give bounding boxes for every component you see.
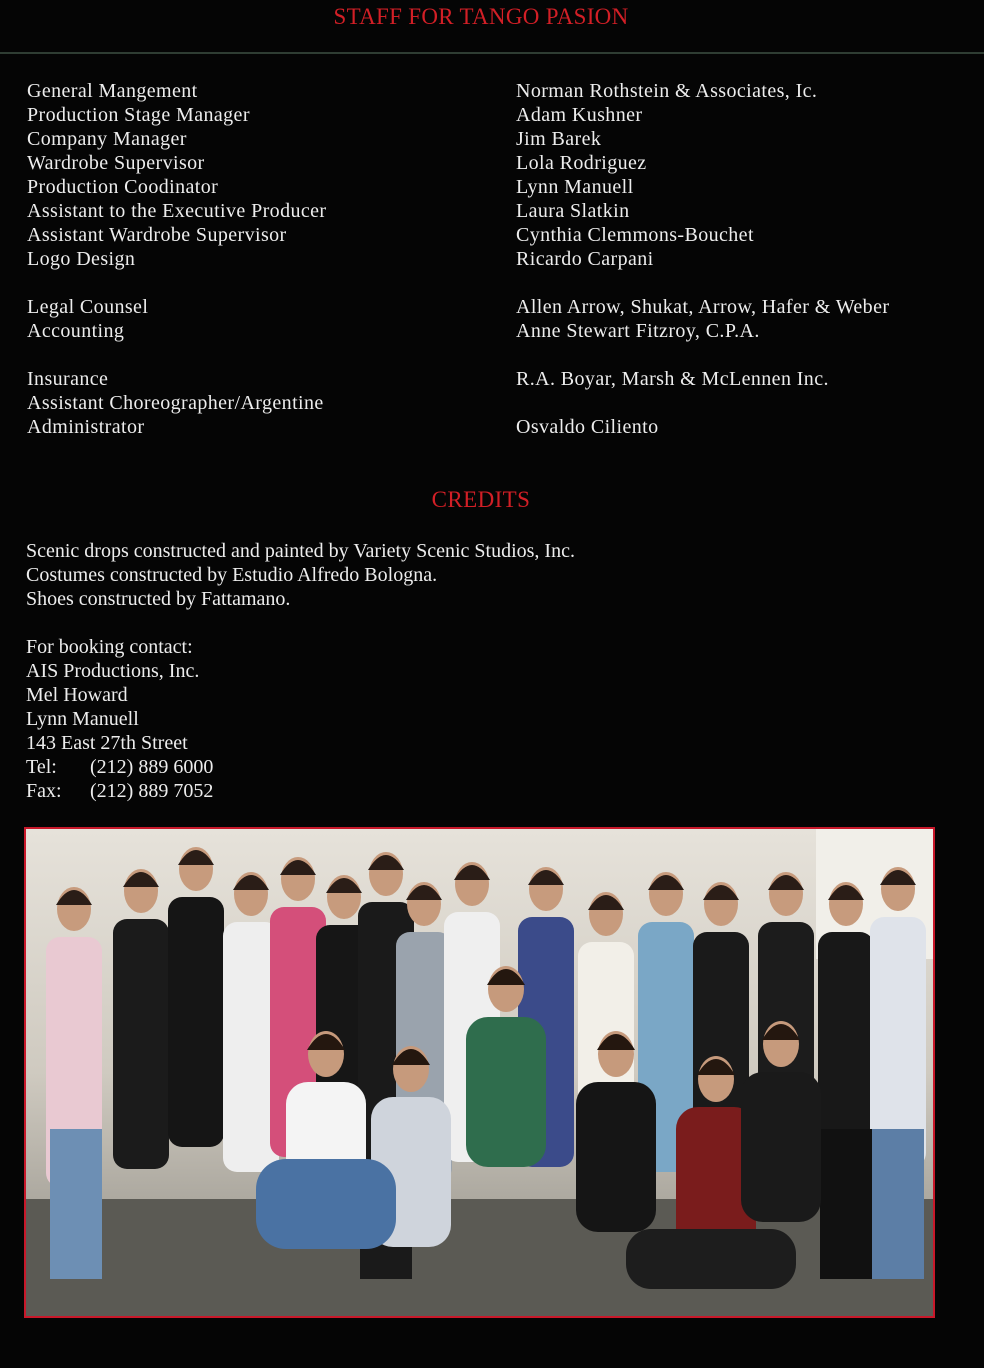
staff-role: Insurance: [27, 368, 109, 390]
spacer: [516, 271, 889, 295]
cast-member-legs: [820, 1129, 872, 1279]
cast-member-legs: [50, 1129, 102, 1279]
spacer: [516, 343, 889, 367]
cast-member-body: [741, 1072, 821, 1222]
fax-label: Fax:: [26, 780, 62, 802]
credits-list: [26, 539, 575, 611]
staff-role: Assistant to the Executive Producer: [27, 200, 327, 222]
staff-name: Ricardo Carpani: [516, 248, 654, 270]
fax-number: (212) 889 7052: [90, 780, 214, 802]
cast-member-body: [168, 897, 224, 1147]
booking-intro: For booking contact:: [26, 636, 193, 658]
staff-name: Lola Rodriguez: [516, 152, 647, 174]
staff-name: R.A. Boyar, Marsh & McLennen Inc.: [516, 368, 829, 390]
staff-name: Anne Stewart Fitzroy, C.P.A.: [516, 320, 760, 342]
cast-member-body: [466, 1017, 546, 1167]
credit-line: Scenic drops constructed and painted by Variety Scenic Studios, Inc.: [26, 540, 575, 562]
tel-label: Tel:: [26, 756, 57, 778]
cast-member-legs: [256, 1159, 396, 1249]
staff-role: Wardrobe Supervisor: [27, 152, 205, 174]
staff-name: [516, 391, 889, 415]
staff-role: Administrator: [27, 416, 145, 438]
staff-role: Company Manager: [27, 128, 187, 150]
credit-line: Costumes constructed by Estudio Alfredo Bologna.: [26, 564, 438, 586]
booking-company: AIS Productions, Inc.: [26, 660, 200, 682]
spacer: [27, 271, 327, 295]
staff-name: Osvaldo Ciliento: [516, 416, 659, 438]
cast-member-legs: [626, 1229, 796, 1289]
cast-photo-illustration: [26, 829, 933, 1316]
booking-fax: [26, 779, 213, 803]
cast-member-body: [113, 919, 169, 1169]
staff-role: Legal Counsel: [27, 296, 149, 318]
spacer: [27, 343, 327, 367]
staff-roles-column: [27, 79, 327, 439]
staff-name: Adam Kushner: [516, 104, 643, 126]
tel-number: (212) 889 6000: [90, 756, 214, 778]
booking-contact-name: Lynn Manuell: [26, 708, 139, 730]
cast-member-body: [576, 1082, 656, 1232]
cast-group-photo: [24, 827, 935, 1318]
booking-contact-name: Mel Howard: [26, 684, 128, 706]
staff-role: Assistant Wardrobe Supervisor: [27, 224, 287, 246]
staff-name: Lynn Manuell: [516, 176, 634, 198]
staff-name: Allen Arrow, Shukat, Arrow, Hafer & Weber: [516, 296, 890, 318]
staff-name: Norman Rothstein & Associates, Ic.: [516, 80, 818, 102]
staff-names-column: [516, 79, 889, 439]
cast-member-legs: [872, 1129, 924, 1279]
staff-role: Production Stage Manager: [27, 104, 250, 126]
staff-role: Assistant Choreographer/Argentine: [27, 392, 324, 414]
staff-name: Jim Barek: [516, 128, 602, 150]
booking-address: 143 East 27th Street: [26, 732, 188, 754]
page-title: STAFF FOR TANGO PASION: [333, 4, 629, 29]
staff-role: Logo Design: [27, 248, 136, 270]
staff-role: Accounting: [27, 320, 125, 342]
staff-name: Cynthia Clemmons-Bouchet: [516, 224, 754, 246]
staff-role: General Mangement: [27, 80, 198, 102]
credits-heading: CREDITS: [431, 487, 531, 512]
header-divider: [0, 52, 984, 54]
staff-name: Laura Slatkin: [516, 200, 630, 222]
booking-contact-block: [26, 635, 213, 803]
booking-telephone: [26, 755, 213, 779]
staff-role: Production Coodinator: [27, 176, 219, 198]
credit-line: Shoes constructed by Fattamano.: [26, 588, 291, 610]
